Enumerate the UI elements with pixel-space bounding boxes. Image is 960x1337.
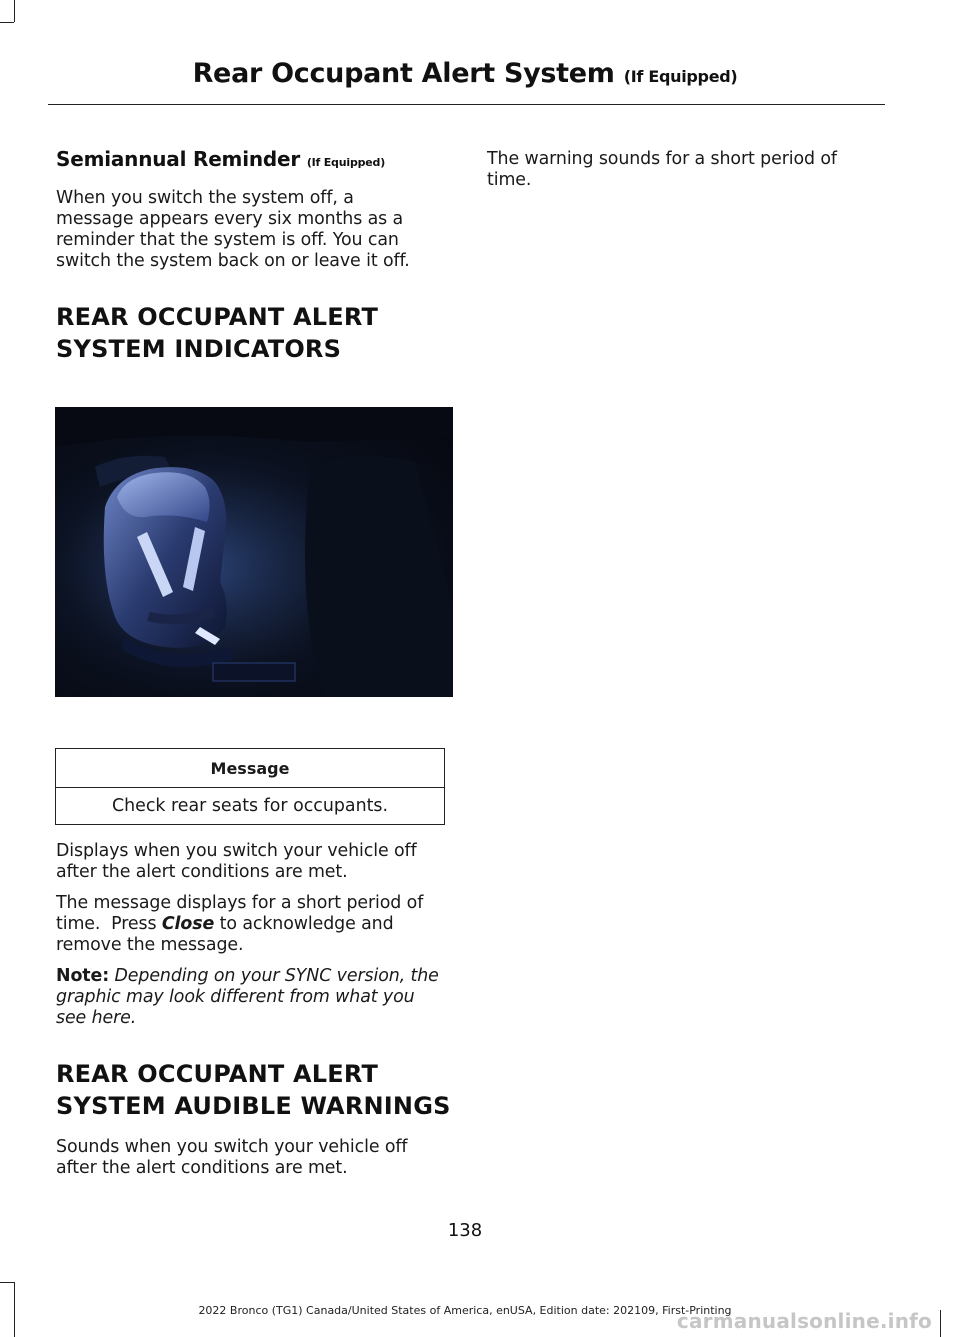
heading-line: SYSTEM INDICATORS — [56, 335, 342, 363]
page-number: 138 — [447, 1220, 483, 1241]
semiannual-body — [56, 188, 456, 272]
message-paragraph — [56, 893, 456, 956]
text-line: after the alert conditions are met. — [56, 862, 348, 882]
heading-line: REAR OCCUPANT ALERT — [56, 1060, 379, 1088]
indicators-heading — [56, 302, 378, 364]
note-paragraph — [56, 966, 456, 1029]
table-header-cell: Message — [56, 749, 445, 788]
text-line: reminder that the system is off. You can — [56, 230, 399, 250]
audible-heading — [56, 1059, 451, 1121]
edition-footer: 2022 Bronco (TG1) Canada/United States of America, enUSA, Edition date: 202109, First-Printing — [198, 1304, 732, 1317]
audible-body — [56, 1137, 456, 1179]
crop-mark — [0, 1282, 14, 1283]
page-header-title — [0, 58, 930, 89]
text-line: message appears every six months as a — [56, 209, 404, 229]
close-button-label: Close — [161, 914, 215, 934]
warning-paragraph — [487, 149, 887, 191]
header-qualifier: (If Equipped) — [623, 67, 738, 86]
text-line: after the alert conditions are met. — [56, 1158, 348, 1178]
text-line: Sounds when you switch your vehicle off — [56, 1137, 408, 1157]
child-seat-graphic — [55, 407, 453, 697]
text-line — [56, 914, 456, 935]
table-row — [56, 788, 445, 825]
crop-mark — [940, 1310, 941, 1337]
semiannual-heading — [56, 147, 385, 171]
heading-line: SYSTEM AUDIBLE WARNINGS — [56, 1092, 451, 1120]
message-table — [55, 748, 445, 825]
watermark: carmanualsonline.info — [676, 1309, 932, 1333]
note-text: graphic may look different from what you — [56, 987, 415, 1007]
text-line: time. — [487, 170, 532, 190]
crop-mark — [0, 22, 14, 23]
header-rule — [48, 104, 885, 105]
crop-mark — [14, 0, 15, 22]
text-line: Displays when you switch your vehicle off — [56, 841, 417, 861]
note-text: Depending on your SYNC version, the — [109, 966, 439, 986]
text-line: The message displays for a short period of — [56, 893, 424, 913]
semiannual-heading-text: Semiannual Reminder — [56, 147, 301, 171]
displays-paragraph — [56, 841, 456, 883]
table-header-row — [56, 749, 445, 788]
text-segment: time. Press — [56, 914, 162, 934]
note-text: see here. — [56, 1008, 137, 1028]
heading-line: REAR OCCUPANT ALERT — [56, 303, 379, 331]
child-seat-illustration — [55, 407, 453, 697]
note-label: Note: — [56, 966, 110, 986]
table-cell: Check rear seats for occupants. — [56, 788, 445, 825]
text-line: When you switch the system off, a — [56, 188, 354, 208]
text-line: remove the message. — [56, 935, 244, 955]
text-line: switch the system back on or leave it off. — [56, 251, 410, 271]
semiannual-qualifier: (If Equipped) — [306, 156, 386, 169]
header-title-text: Rear Occupant Alert System — [192, 58, 615, 89]
text-line: The warning sounds for a short period of — [487, 149, 837, 169]
text-segment: to acknowledge and — [214, 914, 394, 934]
text-line — [56, 966, 456, 987]
